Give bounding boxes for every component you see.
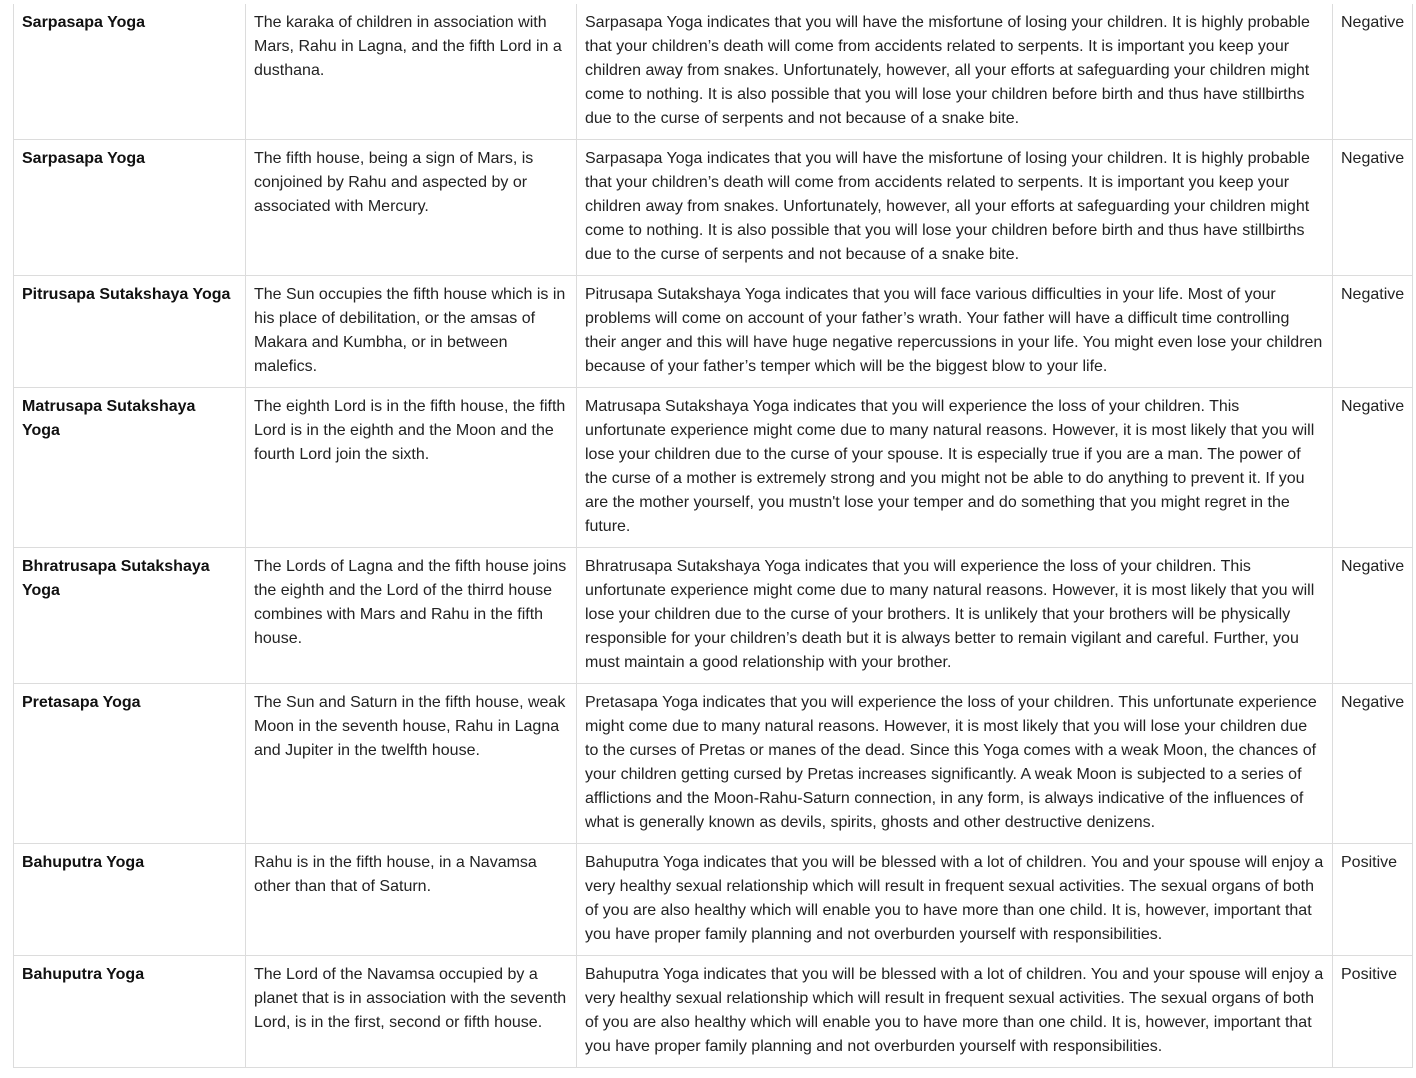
table-row — [14, 956, 1413, 1068]
table-row — [14, 4, 1413, 140]
yoga-condition-cell: Rahu is in the fifth house, in a Navamsa other than that of Saturn. — [246, 844, 577, 956]
yoga-description-cell: Bahuputra Yoga indicates that you will be blessed with a lot of children. You and your spouse will enjoy a very healthy sexual relationship which will result in frequent sexual activities. The sexual organs of both of you are also healthy which will enable you to have more than one child. It is, however, important that you have proper family planning and not overburden yourself with responsibilities. — [577, 956, 1333, 1068]
yoga-effect-cell: Negative — [1333, 684, 1413, 844]
yoga-name-cell: Matrusapa Sutakshaya Yoga — [14, 388, 246, 548]
yoga-effect-cell: Negative — [1333, 140, 1413, 276]
yoga-effect-cell: Negative — [1333, 388, 1413, 548]
yoga-table — [13, 4, 1413, 1068]
yoga-description-cell: Bahuputra Yoga indicates that you will be blessed with a lot of children. You and your spouse will enjoy a very healthy sexual relationship which will result in frequent sexual activities. The sexual organs of both of you are also healthy which will enable you to have more than one child. It is, however, important that you have proper family planning and not overburden yourself with responsibilities. — [577, 844, 1333, 956]
yoga-description-cell: Sarpasapa Yoga indicates that you will have the misfortune of losing your children. It is highly probable that your children’s death will come from accidents related to serpents. It is important you keep your children away from snakes. Unfortunately, however, all your efforts at safeguarding your children might come to nothing. It is also possible that you will lose your children before birth and thus have stillbirths due to the curse of serpents and not because of a snake bite. — [577, 140, 1333, 276]
yoga-condition-cell: The fifth house, being a sign of Mars, is conjoined by Rahu and aspected by or associated with Mercury. — [246, 140, 577, 276]
table-row — [14, 844, 1413, 956]
yoga-description-cell: Sarpasapa Yoga indicates that you will have the misfortune of losing your children. It is highly probable that your children’s death will come from accidents related to serpents. It is important you keep your children away from snakes. Unfortunately, however, all your efforts at safeguarding your children might come to nothing. It is also possible that you will lose your children before birth and thus have stillbirths due to the curse of serpents and not because of a snake bite. — [577, 4, 1333, 140]
yoga-name-cell: Pretasapa Yoga — [14, 684, 246, 844]
yoga-effect-cell: Negative — [1333, 548, 1413, 684]
yoga-condition-cell: The Sun occupies the fifth house which is in his place of debilitation, or the amsas of Makara and Kumbha, or in between malefics. — [246, 276, 577, 388]
yoga-effect-cell: Negative — [1333, 4, 1413, 140]
table-row — [14, 276, 1413, 388]
yoga-name-cell: Sarpasapa Yoga — [14, 140, 246, 276]
yoga-name-cell: Pitrusapa Sutakshaya Yoga — [14, 276, 246, 388]
yoga-description-cell: Pitrusapa Sutakshaya Yoga indicates that you will face various difficulties in your life. Most of your problems will come on account of your father’s wrath. Your father will have a difficult time controlling their anger and this will have huge negative repercussions in your life. You might even lose your children because of your father’s temper which will be the biggest blow to your life. — [577, 276, 1333, 388]
yoga-effect-cell: Positive — [1333, 956, 1413, 1068]
yoga-effect-cell: Negative — [1333, 276, 1413, 388]
yoga-condition-cell: The Lords of Lagna and the fifth house joins the eighth and the Lord of the thirrd house combines with Mars and Rahu in the fifth house. — [246, 548, 577, 684]
yoga-name-cell: Sarpasapa Yoga — [14, 4, 246, 140]
table-row — [14, 388, 1413, 548]
table-row — [14, 548, 1413, 684]
yoga-name-cell: Bahuputra Yoga — [14, 844, 246, 956]
yoga-name-cell: Bahuputra Yoga — [14, 956, 246, 1068]
yoga-table-container — [13, 4, 1412, 1068]
table-row — [14, 140, 1413, 276]
yoga-condition-cell: The eighth Lord is in the fifth house, the fifth Lord is in the eighth and the Moon and the fourth Lord join the sixth. — [246, 388, 577, 548]
yoga-description-cell: Bhratrusapa Sutakshaya Yoga indicates that you will experience the loss of your children. This unfortunate experience might come due to many natural reasons. However, it is most likely that you will lose your children due to the curse of your brothers. It is unlikely that your brothers will be physically responsible for your children’s death but it is always better to remain vigilant and careful. Further, you must maintain a good relationship with your brother. — [577, 548, 1333, 684]
yoga-condition-cell: The Sun and Saturn in the fifth house, weak Moon in the seventh house, Rahu in Lagna and Jupiter in the twelfth house. — [246, 684, 577, 844]
yoga-condition-cell: The karaka of children in association with Mars, Rahu in Lagna, and the fifth Lord in a dusthana. — [246, 4, 577, 140]
yoga-name-cell: Bhratrusapa Sutakshaya Yoga — [14, 548, 246, 684]
yoga-description-cell: Matrusapa Sutakshaya Yoga indicates that you will experience the loss of your children. This unfortunate experience might come due to many natural reasons. However, it is most likely that you will lose your children due to the curse of your spouse. It is especially true if you are a man. The power of the curse of a mother is extremely strong and you might not be able to do anything to prevent it. If you are the mother yourself, you mustn't lose your temper and do something that you might regret in the future. — [577, 388, 1333, 548]
yoga-condition-cell: The Lord of the Navamsa occupied by a planet that is in association with the seventh Lord, is in the first, second or fifth house. — [246, 956, 577, 1068]
table-row — [14, 684, 1413, 844]
yoga-effect-cell: Positive — [1333, 844, 1413, 956]
yoga-description-cell: Pretasapa Yoga indicates that you will experience the loss of your children. This unfortunate experience might come due to many natural reasons. However, it is most likely that you will lose your children due to the curses of Pretas or manes of the dead. Since this Yoga comes with a weak Moon, the chances of your children getting cursed by Pretas increases significantly. A weak Moon is subjected to a series of afflictions and the Moon-Rahu-Saturn connection, in any form, is always indicative of the influences of what is generally known as devils, spirits, ghosts and other destructive denizens. — [577, 684, 1333, 844]
